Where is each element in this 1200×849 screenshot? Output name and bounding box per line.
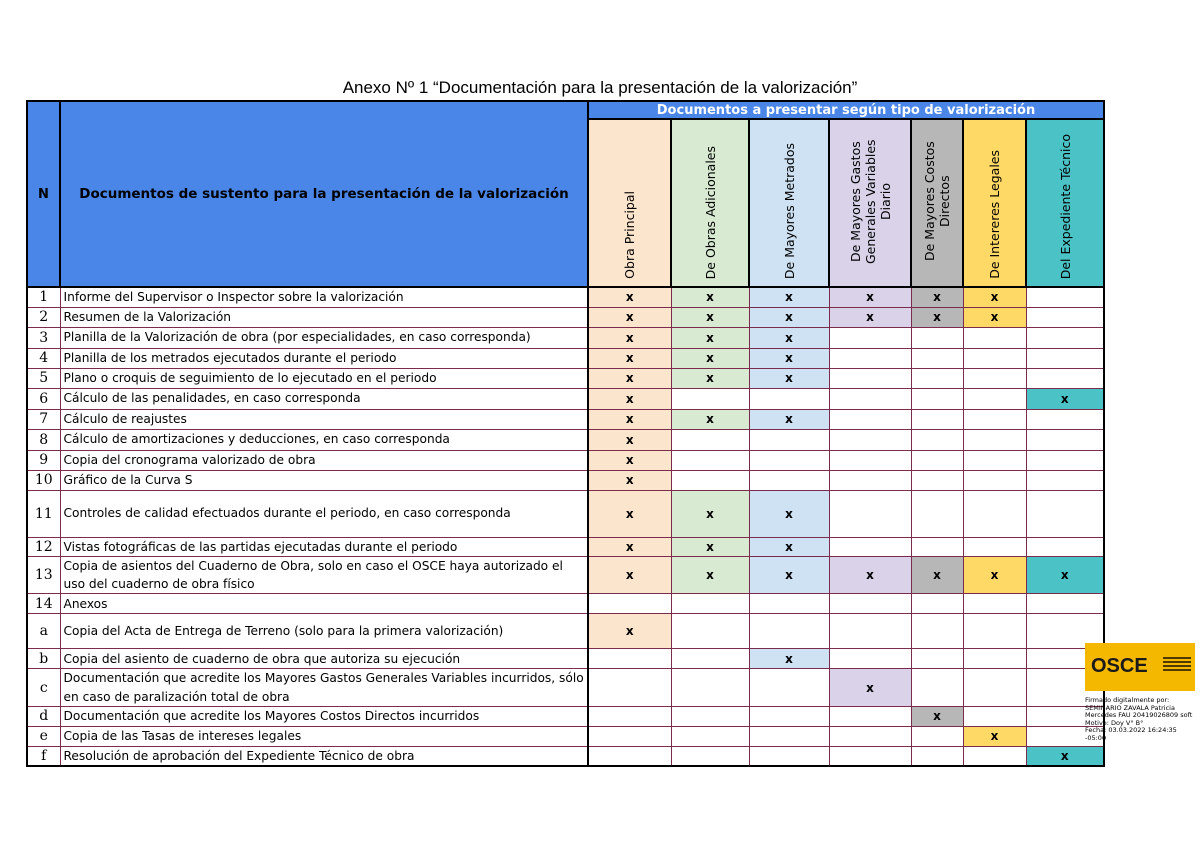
empty-cell: [963, 490, 1026, 537]
empty-cell: [749, 594, 829, 614]
empty-cell: [911, 537, 963, 556]
empty-cell: [671, 706, 749, 726]
empty-cell: [829, 537, 911, 556]
row-number: 1: [27, 287, 60, 307]
check-mark-cell: x: [1026, 746, 1104, 766]
empty-cell: [749, 614, 829, 649]
row-document: Planilla de la Valorización de obra (por especialidades, en caso corresponda): [60, 327, 588, 348]
header-col-intereses-legales: De Intereres Legales: [963, 119, 1026, 287]
empty-cell: [829, 348, 911, 368]
check-mark-cell: x: [963, 726, 1026, 746]
empty-cell: [911, 490, 963, 537]
empty-cell: [963, 409, 1026, 429]
row-document: Documentación que acredite los Mayores Costos Directos incurridos: [60, 706, 588, 726]
table-row: [27, 649, 1104, 669]
check-mark-cell: x: [671, 537, 749, 556]
empty-cell: [749, 746, 829, 766]
empty-cell: [1026, 490, 1104, 537]
check-mark-cell: x: [749, 307, 829, 327]
header-col-obras-adicionales: De Obras Adicionales: [671, 119, 749, 287]
table-row: [27, 409, 1104, 429]
empty-cell: [1026, 429, 1104, 450]
check-mark-cell: x: [588, 556, 671, 594]
signature-line: Mercedes FAU 20419026809 soft: [1085, 711, 1193, 720]
check-mark-cell: x: [829, 556, 911, 594]
empty-cell: [963, 348, 1026, 368]
empty-cell: [963, 746, 1026, 766]
table-row: [27, 348, 1104, 368]
check-mark-cell: x: [588, 307, 671, 327]
empty-cell: [588, 706, 671, 726]
row-number: 6: [27, 388, 60, 409]
header-col-costos-directos: De Mayores Costos Directos: [911, 119, 963, 287]
empty-cell: [963, 614, 1026, 649]
row-number: 12: [27, 537, 60, 556]
empty-cell: [671, 746, 749, 766]
row-number: e: [27, 726, 60, 746]
row-document: Vistas fotográficas de las partidas ejecutadas durante el periodo: [60, 537, 588, 556]
empty-cell: [749, 470, 829, 490]
empty-cell: [671, 726, 749, 746]
empty-cell: [911, 746, 963, 766]
empty-cell: [749, 726, 829, 746]
check-mark-cell: x: [671, 327, 749, 348]
table-row: [27, 368, 1104, 388]
check-mark-cell: x: [671, 556, 749, 594]
check-mark-cell: x: [749, 409, 829, 429]
empty-cell: [588, 726, 671, 746]
check-mark-cell: x: [588, 327, 671, 348]
table-body: [27, 287, 1104, 766]
row-document: Plano o croquis de seguimiento de lo ejecutado en el periodo: [60, 368, 588, 388]
check-mark-cell: x: [671, 348, 749, 368]
empty-cell: [749, 669, 829, 707]
check-mark-cell: x: [671, 409, 749, 429]
empty-cell: [749, 429, 829, 450]
empty-cell: [1026, 348, 1104, 368]
row-number: 4: [27, 348, 60, 368]
empty-cell: [829, 594, 911, 614]
check-mark-cell: x: [588, 409, 671, 429]
row-number: 10: [27, 470, 60, 490]
row-document: Resumen de la Valorización: [60, 307, 588, 327]
empty-cell: [829, 450, 911, 470]
empty-cell: [911, 669, 963, 707]
table-row: [27, 307, 1104, 327]
row-number: 8: [27, 429, 60, 450]
document-title: Anexo Nº 1 “Documentación para la presentación de la valorización”: [342, 78, 858, 97]
table-row: [27, 490, 1104, 537]
empty-cell: [588, 669, 671, 707]
empty-cell: [911, 429, 963, 450]
header-col-obra-principal: Obra Principal: [588, 119, 671, 287]
empty-cell: [671, 388, 749, 409]
row-number: 7: [27, 409, 60, 429]
check-mark-cell: x: [749, 287, 829, 307]
empty-cell: [963, 368, 1026, 388]
check-mark-cell: x: [749, 327, 829, 348]
check-mark-cell: x: [911, 307, 963, 327]
empty-cell: [963, 327, 1026, 348]
empty-cell: [911, 409, 963, 429]
empty-cell: [1026, 470, 1104, 490]
empty-cell: [963, 537, 1026, 556]
row-number: b: [27, 649, 60, 669]
empty-cell: [671, 470, 749, 490]
empty-cell: [829, 614, 911, 649]
empty-cell: [911, 649, 963, 669]
check-mark-cell: x: [1026, 556, 1104, 594]
check-mark-cell: x: [588, 537, 671, 556]
check-mark-cell: x: [749, 537, 829, 556]
empty-cell: [911, 368, 963, 388]
check-mark-cell: x: [963, 287, 1026, 307]
empty-cell: [829, 490, 911, 537]
check-mark-cell: x: [671, 307, 749, 327]
empty-cell: [1026, 307, 1104, 327]
table-row: [27, 746, 1104, 766]
empty-cell: [911, 470, 963, 490]
row-document: Copia del Acta de Entrega de Terreno (solo para la primera valorización): [60, 614, 588, 649]
row-number: 3: [27, 327, 60, 348]
check-mark-cell: x: [749, 368, 829, 388]
check-mark-cell: x: [749, 490, 829, 537]
digital-signature-stamp: [1085, 643, 1195, 743]
row-document: Gráfico de la Curva S: [60, 470, 588, 490]
empty-cell: [749, 450, 829, 470]
header-col-expediente-tecnico: Del Expediente Técnico: [1026, 119, 1104, 287]
row-document: Cálculo de reajustes: [60, 409, 588, 429]
header-documents: Documentos de sustento para la presentación de la valorización: [60, 101, 588, 287]
empty-cell: [963, 669, 1026, 707]
check-mark-cell: x: [1026, 388, 1104, 409]
empty-cell: [963, 450, 1026, 470]
row-number: 13: [27, 556, 60, 594]
documentation-table: [26, 100, 1105, 767]
empty-cell: [671, 450, 749, 470]
empty-cell: [829, 429, 911, 450]
empty-cell: [963, 470, 1026, 490]
table-row: [27, 537, 1104, 556]
row-document: Copia del asiento de cuaderno de obra que autoriza su ejecución: [60, 649, 588, 669]
empty-cell: [829, 726, 911, 746]
empty-cell: [1026, 450, 1104, 470]
table-row: [27, 429, 1104, 450]
empty-cell: [671, 429, 749, 450]
row-number: c: [27, 669, 60, 707]
row-number: 5: [27, 368, 60, 388]
row-document: Copia del cronograma valorizado de obra: [60, 450, 588, 470]
empty-cell: [1026, 409, 1104, 429]
table-row: [27, 669, 1104, 707]
header-n: N: [27, 101, 60, 287]
row-number: a: [27, 614, 60, 649]
empty-cell: [749, 706, 829, 726]
signature-line: SEMINARIO ZAVALA Patricia: [1085, 703, 1175, 712]
row-number: f: [27, 746, 60, 766]
row-number: 11: [27, 490, 60, 537]
check-mark-cell: x: [588, 490, 671, 537]
empty-cell: [671, 594, 749, 614]
empty-cell: [963, 594, 1026, 614]
signature-text: [1085, 697, 1195, 743]
empty-cell: [963, 429, 1026, 450]
signature-line: Fecha: 03.03.2022 16:24:35 -05:00: [1085, 726, 1177, 742]
check-mark-cell: x: [829, 307, 911, 327]
table-row: [27, 594, 1104, 614]
table-row: [27, 327, 1104, 348]
row-number: 14: [27, 594, 60, 614]
row-number: 9: [27, 450, 60, 470]
empty-cell: [829, 649, 911, 669]
empty-cell: [588, 649, 671, 669]
empty-cell: [671, 614, 749, 649]
check-mark-cell: x: [588, 348, 671, 368]
check-mark-cell: x: [588, 287, 671, 307]
signature-line: Firmado digitalmente por:: [1085, 696, 1170, 704]
check-mark-cell: x: [588, 429, 671, 450]
check-mark-cell: x: [671, 368, 749, 388]
empty-cell: [911, 614, 963, 649]
empty-cell: [829, 327, 911, 348]
table-row: [27, 388, 1104, 409]
table-row: [27, 556, 1104, 594]
empty-cell: [1026, 368, 1104, 388]
check-mark-cell: x: [588, 368, 671, 388]
empty-cell: [911, 450, 963, 470]
empty-cell: [1026, 594, 1104, 614]
empty-cell: [963, 388, 1026, 409]
empty-cell: [963, 649, 1026, 669]
empty-cell: [911, 594, 963, 614]
row-document: Cálculo de las penalidades, en caso corresponda: [60, 388, 588, 409]
empty-cell: [829, 409, 911, 429]
row-document: Anexos: [60, 594, 588, 614]
check-mark-cell: x: [963, 556, 1026, 594]
header-col-gastos-generales: De Mayores Gastos Generales Variables Diario: [829, 119, 911, 287]
check-mark-cell: x: [829, 287, 911, 307]
check-mark-cell: x: [588, 470, 671, 490]
table-row: [27, 726, 1104, 746]
header-group: Documentos a presentar según tipo de valorización: [588, 101, 1104, 119]
check-mark-cell: x: [749, 556, 829, 594]
check-mark-cell: x: [588, 388, 671, 409]
check-mark-cell: x: [911, 287, 963, 307]
empty-cell: [1026, 287, 1104, 307]
table-row: [27, 287, 1104, 307]
check-mark-cell: x: [963, 307, 1026, 327]
empty-cell: [911, 327, 963, 348]
osce-logo: OSCE: [1085, 643, 1195, 691]
row-number: d: [27, 706, 60, 726]
empty-cell: [1026, 327, 1104, 348]
empty-cell: [588, 594, 671, 614]
empty-cell: [588, 746, 671, 766]
row-document: Documentación que acredite los Mayores Gastos Generales Variables incurridos, sólo en caso de paralización total de obra: [60, 669, 588, 707]
row-document: Cálculo de amortizaciones y deducciones, en caso corresponda: [60, 429, 588, 450]
empty-cell: [829, 368, 911, 388]
table-row: [27, 706, 1104, 726]
empty-cell: [829, 388, 911, 409]
empty-cell: [671, 669, 749, 707]
check-mark-cell: x: [671, 287, 749, 307]
row-document: Copia de asientos del Cuaderno de Obra, solo en caso el OSCE haya autorizado el uso del cuaderno de obra físico: [60, 556, 588, 594]
check-mark-cell: x: [749, 649, 829, 669]
empty-cell: [829, 470, 911, 490]
check-mark-cell: x: [911, 706, 963, 726]
empty-cell: [671, 649, 749, 669]
row-document: Copia de las Tasas de intereses legales: [60, 726, 588, 746]
check-mark-cell: x: [829, 669, 911, 707]
check-mark-cell: x: [588, 614, 671, 649]
row-document: Informe del Supervisor o Inspector sobre la valorización: [60, 287, 588, 307]
empty-cell: [829, 706, 911, 726]
check-mark-cell: x: [671, 490, 749, 537]
row-document: Controles de calidad efectuados durante el periodo, en caso corresponda: [60, 490, 588, 537]
empty-cell: [749, 388, 829, 409]
empty-cell: [829, 746, 911, 766]
table-row: [27, 450, 1104, 470]
empty-cell: [1026, 537, 1104, 556]
signature-line: Motivo: Doy V° B°: [1085, 718, 1144, 727]
empty-cell: [963, 706, 1026, 726]
header-col-mayores-metrados: De Mayores Metrados: [749, 119, 829, 287]
table-row: [27, 470, 1104, 490]
empty-cell: [911, 726, 963, 746]
check-mark-cell: x: [749, 348, 829, 368]
check-mark-cell: x: [588, 450, 671, 470]
empty-cell: [911, 348, 963, 368]
row-document: Planilla de los metrados ejecutados durante el periodo: [60, 348, 588, 368]
row-number: 2: [27, 307, 60, 327]
row-document: Resolución de aprobación del Expediente Técnico de obra: [60, 746, 588, 766]
check-mark-cell: x: [911, 556, 963, 594]
empty-cell: [911, 388, 963, 409]
table-row: [27, 614, 1104, 649]
